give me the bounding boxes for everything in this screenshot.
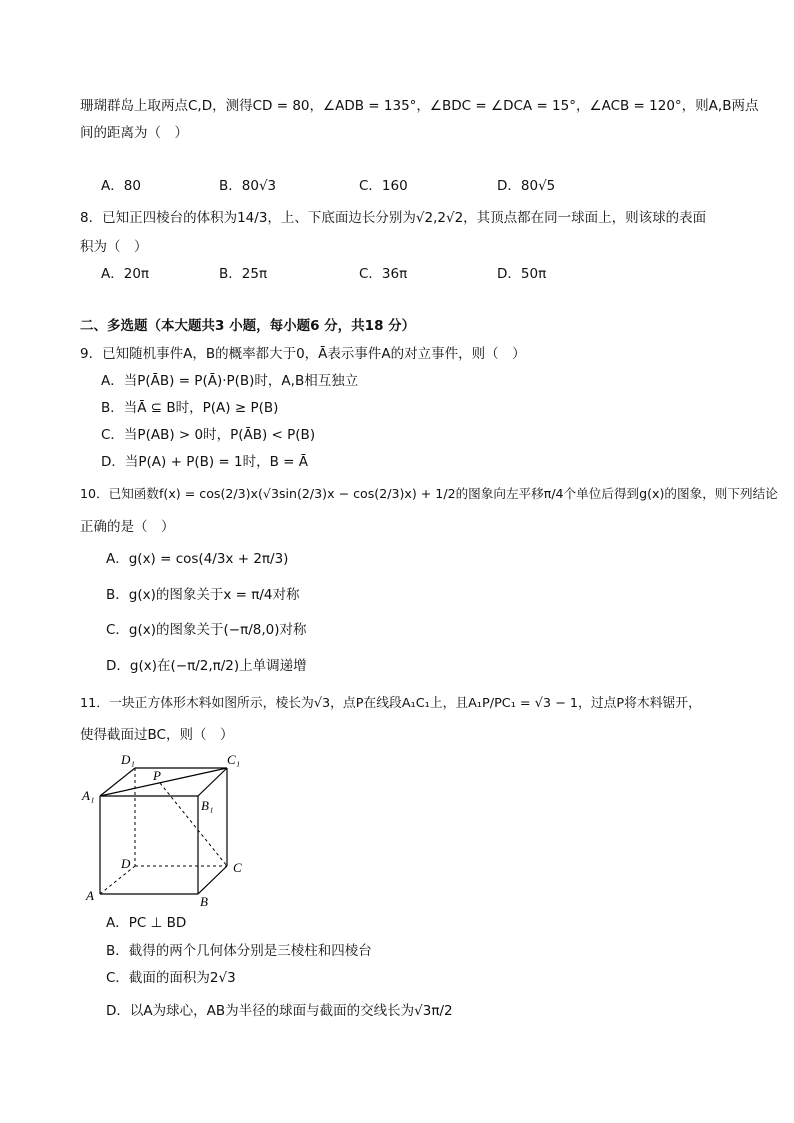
q11-option-a: A．PC ⊥ BD (106, 915, 187, 931)
label-p: P (153, 768, 161, 783)
label-c: C (233, 860, 242, 875)
q8-line1: 8．已知正四棱台的体积为14/3，上、下底面边长分别为√2,2√2，其顶点都在同一球面上，则该球的表面 (80, 210, 707, 226)
q11-line1: 11．一块正方体形木料如图所示，棱长为√3，点P在线段A₁C₁上，且A₁P/PC₁ = √3 − 1，过点P将木料锯开， (80, 696, 701, 711)
label-d1: D₁ (121, 752, 135, 767)
q10-option-d: D．g(x)在(−π/2,π/2)上单调递增 (106, 658, 307, 674)
q8-line2: 积为（ ） (80, 239, 148, 255)
q11-option-c: C．截面的面积为2√3 (106, 970, 236, 986)
q10-option-a: A．g(x) = cos(4/3x + 2π/3) (106, 551, 289, 567)
q10-line1: 10．已知函数f(x) = cos(2/3)x(√3sin(2/3)x − cos(2/3)x) + 1/2的图象向左平移π/4个单位后得到g(x)的图象，则下列结论 (80, 486, 778, 501)
q8-option-b: B．25π (219, 266, 268, 282)
label-a1: A₁ (82, 788, 95, 803)
label-d: D (121, 856, 131, 871)
label-b: B (200, 894, 208, 909)
q10-option-c: C．g(x)的图象关于(−π/8,0)对称 (106, 622, 307, 638)
q11-line2: 使得截面过BC，则（ ） (80, 727, 234, 743)
q11-option-b: B．截得的两个几何体分别是三棱柱和四棱台 (106, 943, 372, 959)
label-c1: C₁ (227, 752, 241, 767)
cube-figure (80, 748, 260, 910)
q7-line2: 间的距离为（ ） (80, 125, 188, 141)
label-a: A (86, 888, 94, 903)
label-b1: B₁ (201, 798, 214, 813)
q10-line2: 正确的是（ ） (80, 519, 175, 535)
q7-option-c: C．160 (359, 178, 408, 194)
q8-option-c: C．36π (359, 266, 408, 282)
q8-option-d: D．50π (497, 266, 547, 282)
section2-heading: 二、多选题（本大题共3 小题，每小题6 分，共18 分） (80, 318, 416, 334)
q9-option-b: B．当Ā ⊆ B时，P(A) ≥ P(B) (101, 400, 279, 416)
q7-option-d: D．80√5 (497, 178, 556, 194)
q9-option-d: D．当P(A) + P(B) = 1时，B = Ā (101, 454, 309, 470)
q9-stem: 9．已知随机事件A，B的概率都大于0，Ā表示事件A的对立事件，则（ ） (80, 346, 526, 362)
q11-option-d: D．以A为球心，AB为半径的球面与截面的交线长为√3π/2 (106, 1003, 453, 1019)
q7-option-b: B．80√3 (219, 178, 277, 194)
q10-option-b: B．g(x)的图象关于x = π/4对称 (106, 587, 300, 603)
q9-option-c: C．当P(AB) > 0时，P(ĀB) < P(B) (101, 427, 316, 443)
q7-line1: 珊瑚群岛上取两点C,D，测得CD = 80，∠ADB = 135°，∠BDC = ∠DCA = 15°，∠ACB = 120°，则A,B两点 (80, 98, 759, 114)
q7-option-a: A．80 (101, 178, 141, 194)
q9-option-a: A．当P(ĀB) = P(Ā)·P(B)时，A,B相互独立 (101, 373, 359, 389)
q8-option-a: A．20π (101, 266, 150, 282)
